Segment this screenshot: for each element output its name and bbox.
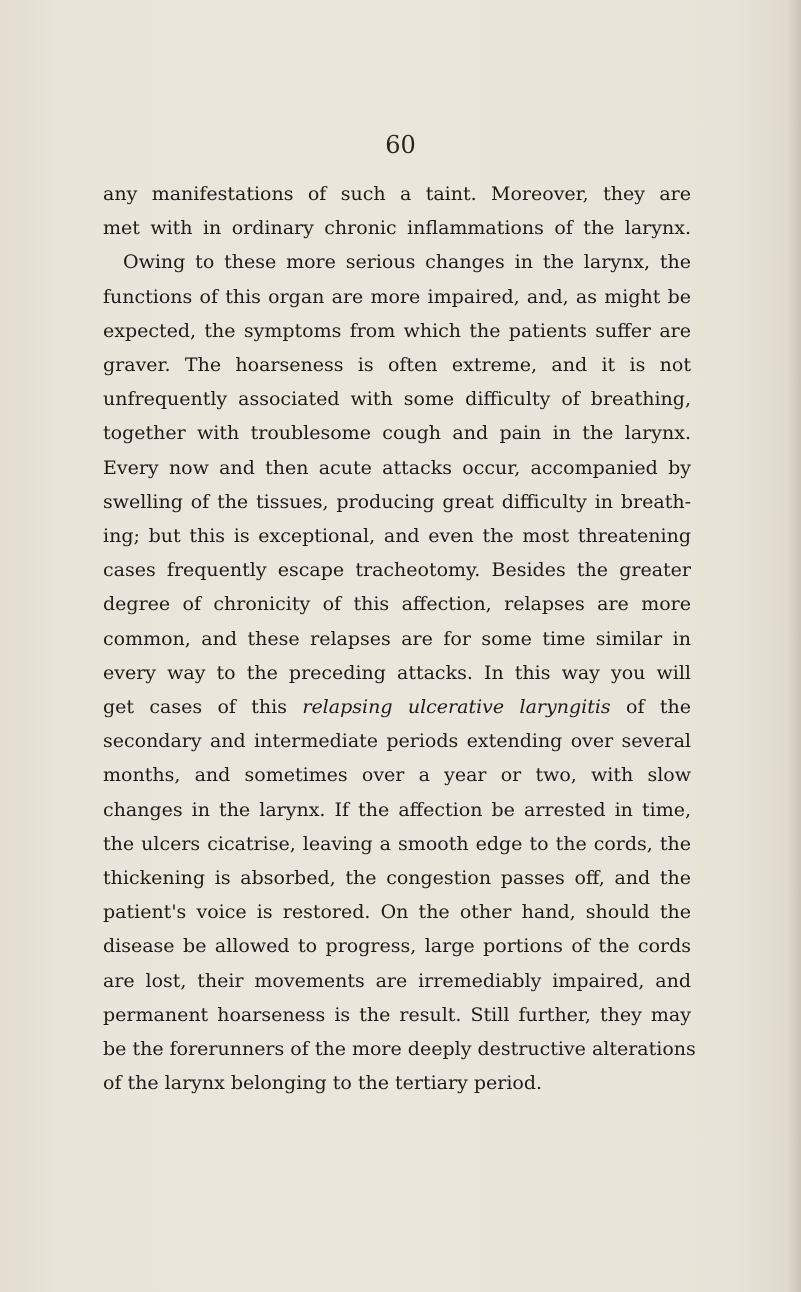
page-number: 60 bbox=[385, 131, 416, 159]
text-line: cases frequently escape tracheotomy. Besides the greater bbox=[103, 559, 691, 582]
text-line: changes in the larynx. If the affection be arrested in time, bbox=[103, 798, 691, 821]
text-line: patient's voice is restored. On the other hand, should the bbox=[103, 901, 691, 924]
text-line: Owing to these more serious changes in the larynx, the bbox=[123, 251, 691, 274]
text-line: months, and sometimes over a year or two, with slow bbox=[103, 764, 691, 787]
text-line: be the forerunners of the more deeply destructive alterations bbox=[103, 1038, 696, 1061]
text-line: thickening is absorbed, the congestion passes off, and the bbox=[103, 867, 691, 890]
text-line: disease be allowed to progress, large portions of the cords bbox=[103, 935, 691, 958]
text-line: ing; but this is exceptional, and even the most threatening bbox=[103, 525, 691, 548]
text-line-with-italic bbox=[103, 690, 691, 724]
text-line: of the larynx belonging to the tertiary period. bbox=[103, 1072, 543, 1095]
text-segment: get cases of this bbox=[103, 696, 287, 719]
text-line: expected, the symptoms from which the patients suffer are bbox=[103, 319, 691, 342]
text-line: common, and these relapses are for some time similar in bbox=[103, 627, 691, 650]
body-paragraph bbox=[103, 177, 696, 1100]
text-line: are lost, their movements are irremediably impaired, and bbox=[103, 969, 691, 992]
text-line: met with in ordinary chronic inflammations of the larynx. bbox=[103, 217, 691, 240]
text-line: the ulcers cicatrise, leaving a smooth edge to the cords, the bbox=[103, 832, 691, 855]
text-line: Every now and then acute attacks occur, accompanied by bbox=[103, 456, 691, 479]
text-line: swelling of the tissues, producing great difficulty in breath- bbox=[103, 490, 691, 513]
text-line: graver. The hoarseness is often extreme, and it is not bbox=[103, 354, 691, 377]
text-line: secondary and intermediate periods extending over several bbox=[103, 730, 691, 753]
text-line: unfrequently associated with some difficulty of breathing, bbox=[103, 388, 691, 411]
text-line: permanent hoarseness is the result. Still further, they may bbox=[103, 1003, 691, 1026]
text-line: functions of this organ are more impaired, and, as might be bbox=[103, 285, 691, 308]
page-edge-shadow bbox=[787, 0, 801, 1292]
text-line: every way to the preceding attacks. In this way you will bbox=[103, 661, 691, 684]
italic-term: relapsing ulcerative laryngitis bbox=[302, 696, 611, 719]
text-segment: of the bbox=[626, 696, 691, 719]
text-line: degree of chronicity of this affection, relapses are more bbox=[103, 593, 691, 616]
text-line: any manifestations of such a taint. Moreover, they are bbox=[103, 183, 691, 205]
text-line: together with troublesome cough and pain in the larynx. bbox=[103, 422, 691, 445]
